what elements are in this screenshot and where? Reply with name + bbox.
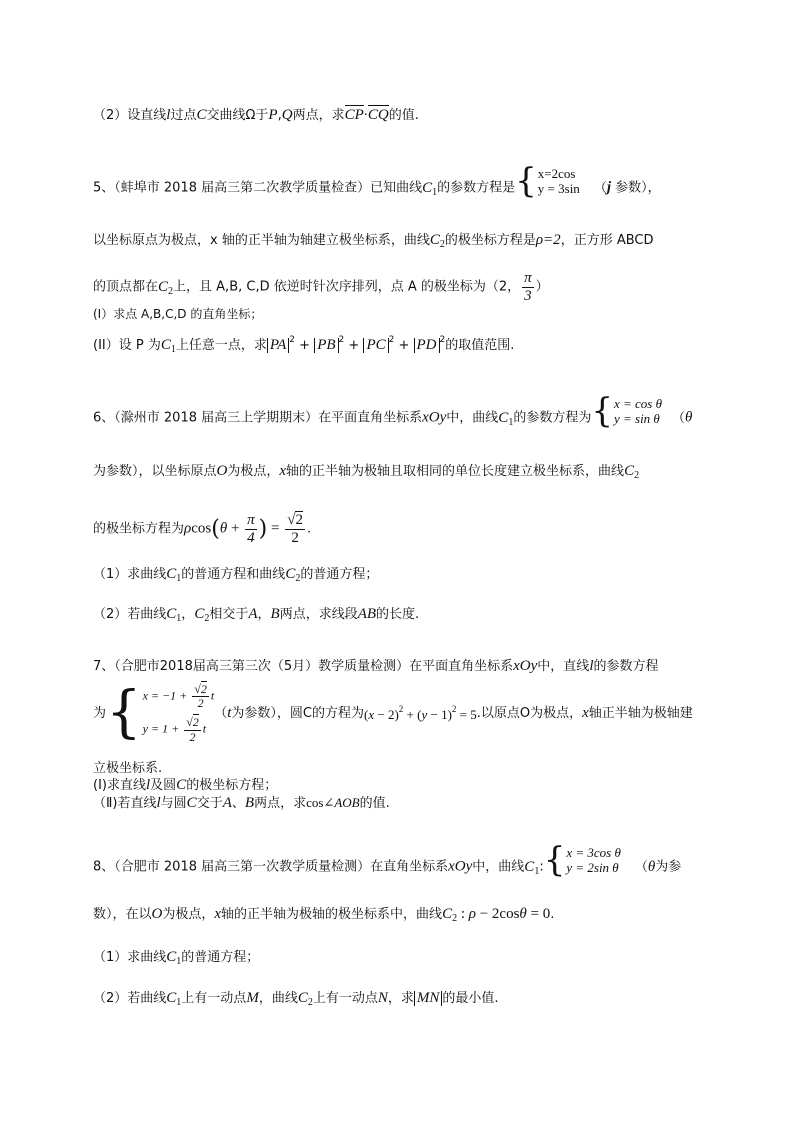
q7-line3: 立极坐标系. (93, 761, 163, 776)
q8-line1: 8、（合肥市 2018 届高三第一次教学质量检测）在直角坐标系xOy中，曲线$C_1$: { x = 3cos θ y = 2sin θ （θ为参 (93, 840, 682, 880)
q7-part1: (Ⅰ)求直线l及圆C的极坐标方程； (93, 777, 278, 793)
q7-line1: 7、（合肥市2018届高三第三次（5月）教学质量检测）在平面直角坐标系xOy中，直线l的参数方程 (93, 658, 659, 674)
q6-line2: 为参数），以坐标原点O为极点，x轴的正半轴为极轴且取相同的单位长度建立极坐标系，曲线$C_2$ (93, 463, 640, 481)
q6-part2: （2）若曲线$C_1$，$C_2$相交于A，B两点，求线段AB的长度. (93, 606, 420, 624)
q7-line2: 为 { x = −1 + $\frac{√2}{2}$ t y = 1 + $\frac{√2}{2}$ t （t为参数），圆C的方程为$(x - 2)^2 + (y - 1)^2 = 5$.以原点O为极点，x轴正半轴为极轴建 (93, 680, 693, 746)
q6-line3: 的极坐标方程为ρcos(θ + $\frac{\pi}{4}$ ) = $\frac{√2}{2}$ . (93, 512, 312, 546)
q6-part1: （1）求曲线$C_1$的普通方程和曲线$C_2$的普通方程； (93, 566, 379, 584)
q5-line1: 5、（蚌埠市 2018 届高三第二次教学质量检查）已知曲线$C_1$的参数方程是 { x=2cos y = 3sin （j 参数）， (93, 161, 661, 201)
q5-line2: 以坐标原点为极点，x 轴的正半轴为轴建立极坐标系，曲线$C_2$的极坐标方程是ρ=2，正方形 ABCD (93, 232, 654, 250)
q8-line2: 数），在以O为极点，x轴的正半轴为极轴的极坐标系中，曲线$C_2$ : ρ − 2cosθ = 0. (93, 906, 555, 924)
q5-part2: (II）设 P 为$C_1$上任意一点，求 PA $^2$ + PB $^2$ + PC $^2$ + PD $^2$的取值范围. (93, 335, 515, 355)
q4-part2: （2）设直线l过点C交曲线Ω于P,Q两点，求CP·CQ的值. (93, 107, 419, 123)
q8-part2: （2）若曲线$C_1$上有一动点M，曲线$C_2$上有一动点N，求 MN 的最小值. (93, 990, 499, 1008)
q7-part2: （Ⅱ)若直线l与圆C交于A、B两点，求cos∠AOB的值. (93, 795, 390, 811)
q8-part1: （1）求曲线$C_1$的普通方程； (93, 949, 260, 967)
q5-part1: (I）求点 A,B,C,D 的直角坐标； (93, 307, 263, 321)
q6-line1: 6、（滁州市 2018 届高三上学期期末）在平面直角坐标系xOy中，曲线$C_1$的参数方程为 { x = cos θ y = sin θ （θ (93, 391, 693, 431)
q5-line3: 的顶点都在$C_2$上，且 A,B, C,D 依逆时针次序排列，点 A 的极坐标为（2， $\frac{\pi}{3}$ ） (93, 270, 549, 304)
